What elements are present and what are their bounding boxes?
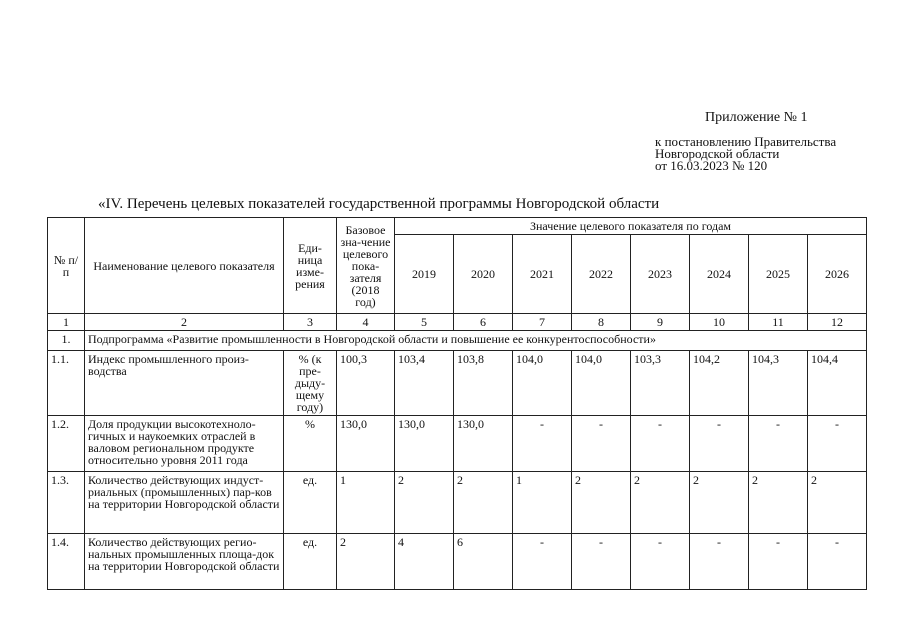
header-year: 2025 [749, 235, 808, 314]
row-value: 4 [395, 534, 454, 590]
row-num: 1.2. [48, 416, 85, 472]
row-base: 100,3 [337, 351, 395, 416]
header-year: 2024 [690, 235, 749, 314]
row-value: - [513, 534, 572, 590]
row-value: 104,0 [513, 351, 572, 416]
row-num: 1.3. [48, 472, 85, 534]
row-name: Количество действующих индуст-риальных (промышленных) пар-ков на территории Новгородской области [85, 472, 284, 534]
table-row [48, 351, 867, 416]
row-value: 104,3 [749, 351, 808, 416]
column-index: 8 [572, 314, 631, 331]
column-index: 6 [454, 314, 513, 331]
column-index: 12 [808, 314, 867, 331]
row-base: 130,0 [337, 416, 395, 472]
row-value: 2 [572, 472, 631, 534]
row-value: 6 [454, 534, 513, 590]
header-year: 2023 [631, 235, 690, 314]
row-value: 1 [513, 472, 572, 534]
row-value: - [749, 534, 808, 590]
header-base: Базовое зна-чение целевого пока-зателя (2018 год) [337, 218, 395, 314]
column-index: 7 [513, 314, 572, 331]
column-index-row [48, 314, 867, 331]
header-row-top [48, 218, 867, 235]
header-year: 2020 [454, 235, 513, 314]
row-value: 103,3 [631, 351, 690, 416]
table-row [48, 416, 867, 472]
header-name: Наименование целевого показателя [85, 218, 284, 314]
resolution-line: к постановлению Правительства [655, 134, 837, 149]
row-value: - [749, 416, 808, 472]
row-value: - [808, 534, 867, 590]
column-index: 9 [631, 314, 690, 331]
row-unit: % [284, 416, 337, 472]
column-index: 1 [48, 314, 85, 331]
row-value: - [513, 416, 572, 472]
subprogram-title: Подпрограмма «Развитие промышленности в Новгородской области и повышение ее конкурентоспособности» [85, 331, 867, 351]
row-value: - [572, 416, 631, 472]
row-value: - [631, 534, 690, 590]
row-unit: ед. [284, 534, 337, 590]
column-index: 10 [690, 314, 749, 331]
row-value: 2 [631, 472, 690, 534]
row-unit: ед. [284, 472, 337, 534]
row-value: 2 [749, 472, 808, 534]
column-index: 5 [395, 314, 454, 331]
header-num: № п/п [48, 218, 85, 314]
indicators-table [47, 217, 867, 590]
region-line: Новгородской области [655, 146, 780, 161]
table-row [48, 534, 867, 590]
column-index: 4 [337, 314, 395, 331]
appendix-title: Приложение № 1 [705, 110, 808, 125]
subprogram-num: 1. [48, 331, 85, 351]
row-value: 2 [454, 472, 513, 534]
row-value: 104,2 [690, 351, 749, 416]
table-row [48, 472, 867, 534]
column-index: 2 [85, 314, 284, 331]
row-value: - [690, 534, 749, 590]
row-name: Индекс промышленного произ-водства [85, 351, 284, 416]
row-value: 103,4 [395, 351, 454, 416]
column-index: 11 [749, 314, 808, 331]
header-year: 2021 [513, 235, 572, 314]
row-value: 103,8 [454, 351, 513, 416]
row-value: - [572, 534, 631, 590]
date-number-line: от 16.03.2023 № 120 [655, 158, 768, 173]
header-year: 2022 [572, 235, 631, 314]
row-value: - [808, 416, 867, 472]
column-index: 3 [284, 314, 337, 331]
row-name: Доля продукции высокотехноло-гичных и наукоемких отраслей в валовом региональном продукте относительно уровня 2011 года [85, 416, 284, 472]
row-base: 2 [337, 534, 395, 590]
row-base: 1 [337, 472, 395, 534]
subprogram-row [48, 331, 867, 351]
row-value: - [631, 416, 690, 472]
row-value: 130,0 [395, 416, 454, 472]
row-value: 104,0 [572, 351, 631, 416]
row-value: - [690, 416, 749, 472]
row-unit: % (к пре-дыду-щему году) [284, 351, 337, 416]
header-unit: Еди-ница изме-рения [284, 218, 337, 314]
header-values-group: Значение целевого показателя по годам [395, 218, 867, 235]
row-num: 1.1. [48, 351, 85, 416]
row-name: Количество действующих регио-нальных промышленных площа-док на территории Новгородской области [85, 534, 284, 590]
row-num: 1.4. [48, 534, 85, 590]
row-value: 2 [808, 472, 867, 534]
header-year: 2019 [395, 235, 454, 314]
row-value: 104,4 [808, 351, 867, 416]
document-title: «IV. Перечень целевых показателей государственной программы Новгородской области [98, 196, 660, 212]
row-value: 130,0 [454, 416, 513, 472]
row-value: 2 [690, 472, 749, 534]
header-year: 2026 [808, 235, 867, 314]
row-value: 2 [395, 472, 454, 534]
